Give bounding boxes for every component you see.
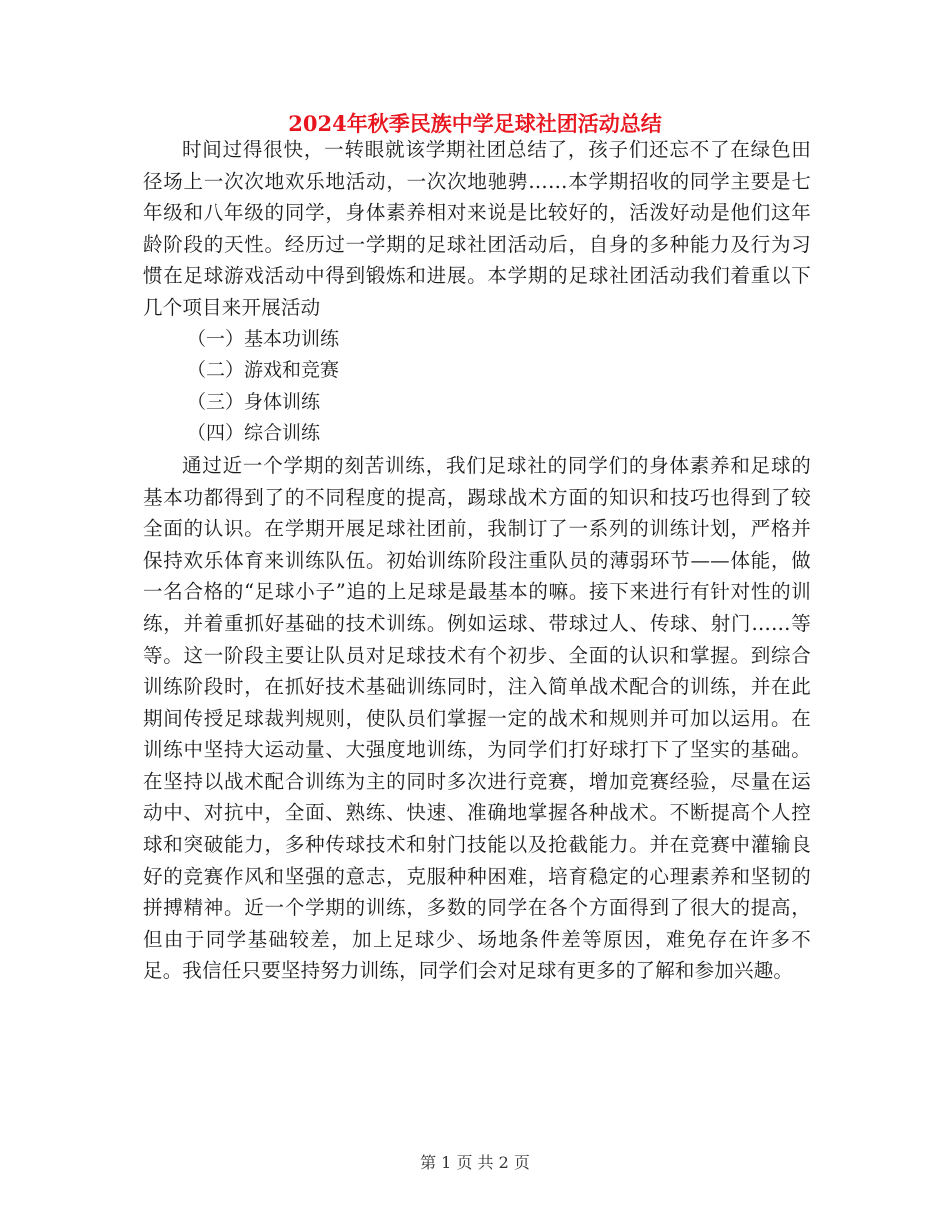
list-item: （二）游戏和竞赛 xyxy=(187,359,340,382)
document-title: 2024年秋季民族中学足球社团活动总结 xyxy=(288,111,662,136)
document-body xyxy=(143,134,811,987)
page-number-footer: 第 1 页 共 2 页 xyxy=(420,1153,530,1172)
list-item: （三）身体训练 xyxy=(187,390,321,413)
paragraph-summary: 通过近一个学期的刻苦训练，我们足球社的同学们的身体素养和足球的基本功都得到了的不同程度的提高，踢球战术方面的知识和技巧也得到了较全面的认识。在学期开展足球社团前，我制订了一系列的训练计划，严格并保持欢乐体育来训练队伍。初始训练阶段注重队员的薄弱环节——体能，做一名合格的“足球小子”追的上足球是最基本的嘛。接下来进行有针对性的训练，并着重抓好基础的技术训练。例如运球、带球过人、传球、射门……等等。这一阶段主要让队员对足球技术有个初步、全面的认识和掌握。到综合训练阶段时，在抓好技术基础训练同时，注入简单战术配合的训练，并在此期间传授足球裁判规则，使队员们掌握一定的战术和规则并可加以运用。在训练中坚持大运动量、大强度地训练，为同学们打好球打下了坚实的基础。在坚持以战术配合训练为主的同时多次进行竞赛，增加竞赛经验，尽量在运动中、对抗中，全面、熟练、快速、准确地掌握各种战术。不断提高个人控球和突破能力，多种传球技术和射门技能以及抢截能力。并在竞赛中灌输良好的竞赛作风和坚强的意志，克服种种困难，培育稳定的心理素养和坚韧的拼搏精神。近一个学期的训练，多数的同学在各个方面得到了很大的提高，但由于同学基础较差，加上足球少、场地条件差等原因，难免存在许多不足。我信任只要坚持努力训练，同学们会对足球有更多的了解和参加兴趣。 xyxy=(143,453,811,983)
list-item: （一）基本功训练 xyxy=(187,327,340,350)
list-item: （四）综合训练 xyxy=(187,422,321,445)
paragraph-intro: 时间过得很快，一转眼就该学期社团总结了，孩子们还忘不了在绿色田径场上一次次地欢乐地活动，一次次地驰骋……本学期招收的同学主要是七年级和八年级的同学，身体素养相对来说是比较好的，活泼好动是他们这年龄阶段的天性。经历过一学期的足球社团活动后，自身的多种能力及行为习惯在足球游戏活动中得到锻炼和进展。本学期的足球社团活动我们着重以下几个项目来开展活动 xyxy=(143,138,811,319)
